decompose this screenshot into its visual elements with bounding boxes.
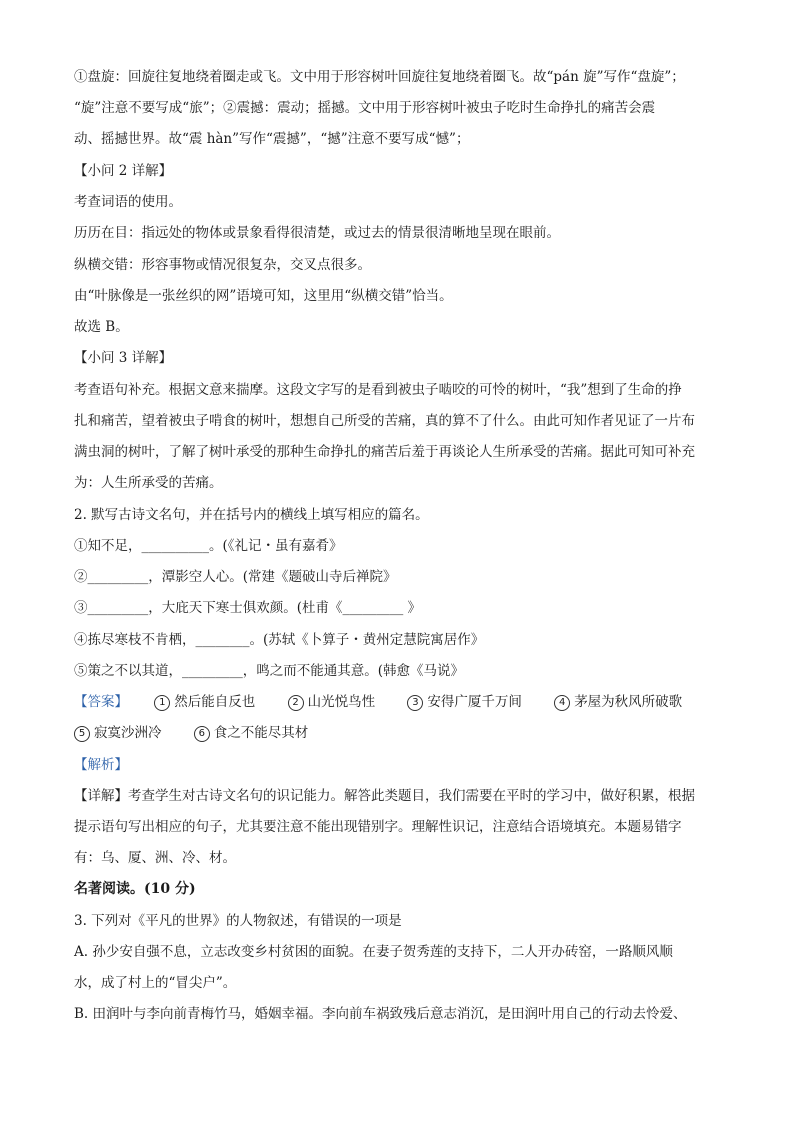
answer-row <box>74 724 308 742</box>
text-line: 考查语句补充。根据文意来揣摩。这段文字写的是看到被虫子啮咬的可怜的树叶，“我”想到了生命的挣 <box>74 382 682 398</box>
answer-item: 5 寂寞沙洲冷 <box>74 724 162 742</box>
section-label: 【小问 3 详解】 <box>74 350 173 366</box>
text-line: ①盘旋：回旋往复地绕着圈走或飞。文中用于形容树叶回旋往复地绕着圈飞。故“pán 旋”写作“盘旋”； <box>74 69 685 85</box>
text-line: 纵横交错：形容事物或情况很复杂，交叉点很多。 <box>74 257 371 273</box>
text-line: 扎和痛苦，望着被虫子啃食的树叶，想想自己所受的苦痛，真的算不了什么。由此可知作者见证了一片布 <box>74 413 695 429</box>
section-heading: 名著阅读。(10 分) <box>74 881 196 897</box>
question-item: ①知不足，__________。(《礼记・虽有嘉肴》 <box>74 538 343 554</box>
option-line: B. 田润叶与李向前青梅竹马，婚姻幸福。李向前车祸致残后意志消沉，是田润叶用自己的行动去怜爱、 <box>74 1006 687 1022</box>
answer-item: 4 茅屋为秋风所破歌 <box>554 693 682 711</box>
text-line: 由“叶脉像是一张丝织的网”语境可知，这里用“纵横交错”恰当。 <box>74 288 453 304</box>
text-line: 满虫洞的树叶，了解了树叶承受的那种生命挣扎的痛苦后羞于再谈论人生所承受的苦痛。据此可知可补充 <box>74 444 695 460</box>
text-line: 故选 B。 <box>74 319 129 335</box>
question-item: ③_________，大庇天下寒士俱欢颜。(杜甫《_________ 》 <box>74 600 422 616</box>
detail-line: 【详解】考查学生对古诗文名句的识记能力。解答此类题目，我们需要在平时的学习中，做好积累，根据 <box>74 788 695 804</box>
answer-item: 3 安得广厦千万间 <box>407 693 522 711</box>
detail-line: 有：乌、厦、洲、冷、材。 <box>74 850 236 866</box>
text-line: 历历在目：指远处的物体或景象看得很清楚，或过去的情景很清晰地呈现在眼前。 <box>74 225 560 241</box>
section-label: 【小问 2 详解】 <box>74 163 173 179</box>
option-line: 水，成了村上的“冒尖户”。 <box>74 975 237 991</box>
answer-item: 1 然后能自反也 <box>154 693 255 711</box>
answer-item: 6 食之不能尽其材 <box>194 724 309 742</box>
answer-label: 【答案】 <box>74 694 128 710</box>
answer-item: 2 山光悦鸟性 <box>288 693 376 711</box>
answer-row <box>74 693 682 711</box>
text-line: “旋”注意不要写成“旅”；②震撼：震动；摇撼。文中用于形容树叶被虫子吃时生命挣扎的痛苦会震 <box>74 100 656 116</box>
option-line: A. 孙少安自强不息，立志改变乡村贫困的面貌。在妻子贺秀莲的支持下，二人开办砖窑，一路顺风顺 <box>74 944 673 960</box>
question-2-stem: 2. 默写古诗文名句，并在括号内的横线上填写相应的篇名。 <box>74 507 429 523</box>
question-item: ④拣尽寒枝不肯栖，________。(苏轼《卜算子・黄州定慧院寓居作》 <box>74 632 485 648</box>
analysis-label: 【解析】 <box>74 757 128 773</box>
question-item: ⑤策之不以其道，_________，鸣之而不能通其意。(韩愈《马说》 <box>74 663 465 679</box>
text-line: 考查词语的使用。 <box>74 194 182 210</box>
question-3-stem: 3. 下列对《平凡的世界》的人物叙述，有错误的一项是 <box>74 913 402 929</box>
text-line: 为：人生所承受的苦痛。 <box>74 475 223 491</box>
question-item: ②_________，潭影空人心。(常建《题破山寺后禅院》 <box>74 569 397 585</box>
text-line: 动、摇撼世界。故“震 hàn”写作“震撼”，“撼”注意不要写成“憾”； <box>74 131 470 147</box>
detail-line: 提示语句写出相应的句子，尤其要注意不能出现错别字。理解性识记，注意结合语境填充。本题易错字 <box>74 819 682 835</box>
